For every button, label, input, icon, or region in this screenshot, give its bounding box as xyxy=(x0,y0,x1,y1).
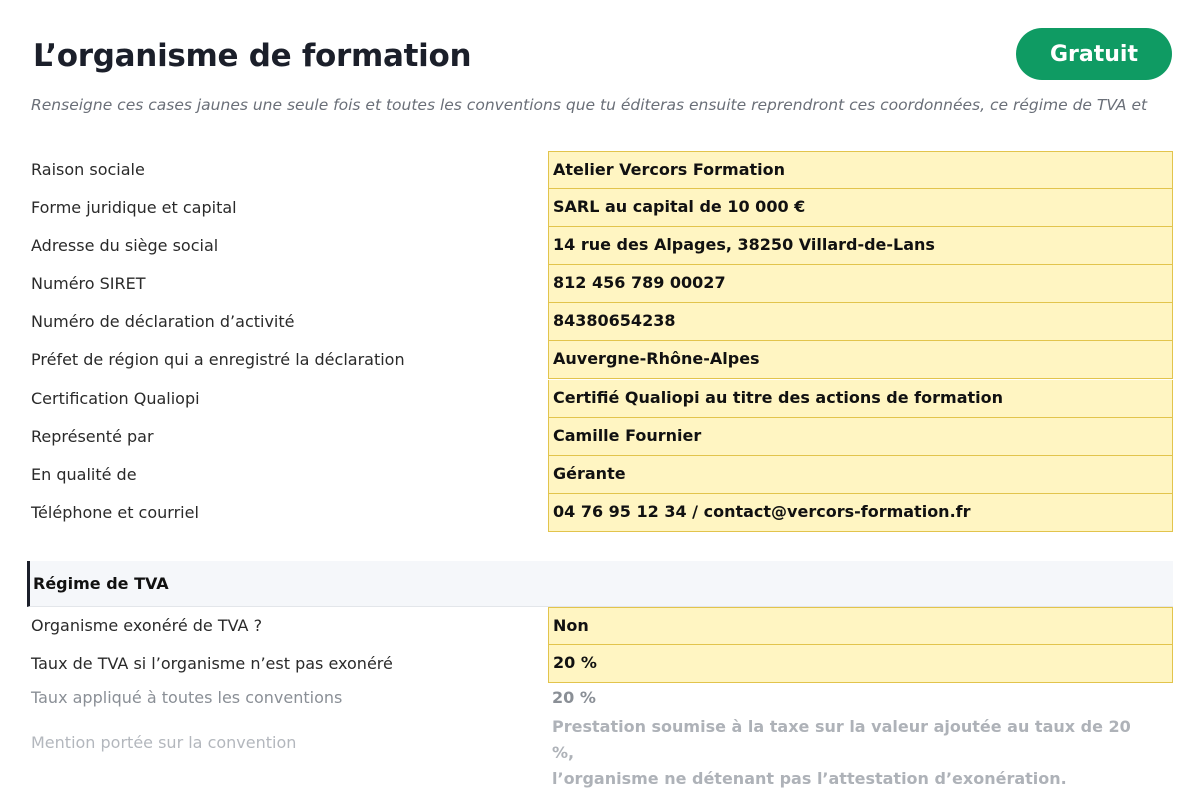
adresse-input[interactable]: 14 rue des Alpages, 38250 Villard-de-Lans xyxy=(548,227,1173,265)
contact-input[interactable]: 04 76 95 12 34 / contact@vercors-formation.fr xyxy=(548,494,1173,532)
form-row-adresse xyxy=(0,227,1200,265)
row-label: Taux appliqué à toutes les conventions xyxy=(31,688,343,707)
row-label: Adresse du siège social xyxy=(31,236,219,255)
row-label: Mention portée sur la convention xyxy=(31,733,297,752)
form-row-qualite xyxy=(0,456,1200,494)
form-row-forme-juridique xyxy=(0,189,1200,227)
form-row-declaration xyxy=(0,303,1200,341)
taux-applique-value: 20 % xyxy=(552,688,596,707)
row-label: Numéro SIRET xyxy=(31,274,146,293)
row-label: Forme juridique et capital xyxy=(31,198,237,217)
row-label: Certification Qualiopi xyxy=(31,389,200,408)
forme-juridique-input[interactable]: SARL au capital de 10 000 € xyxy=(548,189,1173,227)
form-row-taux-tva xyxy=(0,645,1200,683)
form-row-exoneration xyxy=(0,607,1200,645)
row-label: En qualité de xyxy=(31,465,137,484)
prefet-input[interactable]: Auvergne-Rhône-Alpes xyxy=(548,341,1173,379)
form-row-contact xyxy=(0,494,1200,532)
form-row-taux-applique xyxy=(0,679,1200,715)
free-badge[interactable]: Gratuit xyxy=(1016,28,1172,80)
row-label: Numéro de déclaration d’activité xyxy=(31,312,295,331)
form-row-raison-sociale xyxy=(0,151,1200,189)
form-row-representant xyxy=(0,418,1200,456)
raison-sociale-input[interactable]: Atelier Vercors Formation xyxy=(548,151,1173,189)
page-title: L’organisme de formation xyxy=(33,38,472,74)
declaration-input[interactable]: 84380654238 xyxy=(548,303,1173,341)
qualite-input[interactable]: Gérante xyxy=(548,456,1173,494)
row-label: Représenté par xyxy=(31,427,154,446)
tva-section-header: Régime de TVA xyxy=(27,561,1173,607)
row-label: Raison sociale xyxy=(31,160,145,179)
instructions-text: Renseigne ces cases jaunes une seule fois et toutes les conventions que tu éditeras ensuite reprendront ces coordonnées, ce régime de TVA et xyxy=(31,96,1148,114)
row-label: Téléphone et courriel xyxy=(31,503,199,522)
mention-text xyxy=(552,714,1152,792)
exoneration-input[interactable]: Non xyxy=(548,607,1173,645)
qualiopi-input[interactable]: Certifié Qualiopi au titre des actions de formation xyxy=(548,380,1173,418)
mention-line: Prestation soumise à la taxe sur la valeur ajoutée au taux de 20 %, xyxy=(552,717,1131,762)
row-label: Organisme exonéré de TVA ? xyxy=(31,616,263,635)
form-row-qualiopi xyxy=(0,380,1200,418)
representant-input[interactable]: Camille Fournier xyxy=(548,418,1173,456)
form-row-prefet xyxy=(0,341,1200,379)
row-label: Préfet de région qui a enregistré la déclaration xyxy=(31,350,405,369)
mention-line: l’organisme ne détenant pas l’attestation d’exonération. xyxy=(552,769,1067,788)
taux-tva-input[interactable]: 20 % xyxy=(548,645,1173,683)
siret-input[interactable]: 812 456 789 00027 xyxy=(548,265,1173,303)
form-row-siret xyxy=(0,265,1200,303)
row-label: Taux de TVA si l’organisme n’est pas exonéré xyxy=(31,654,393,673)
